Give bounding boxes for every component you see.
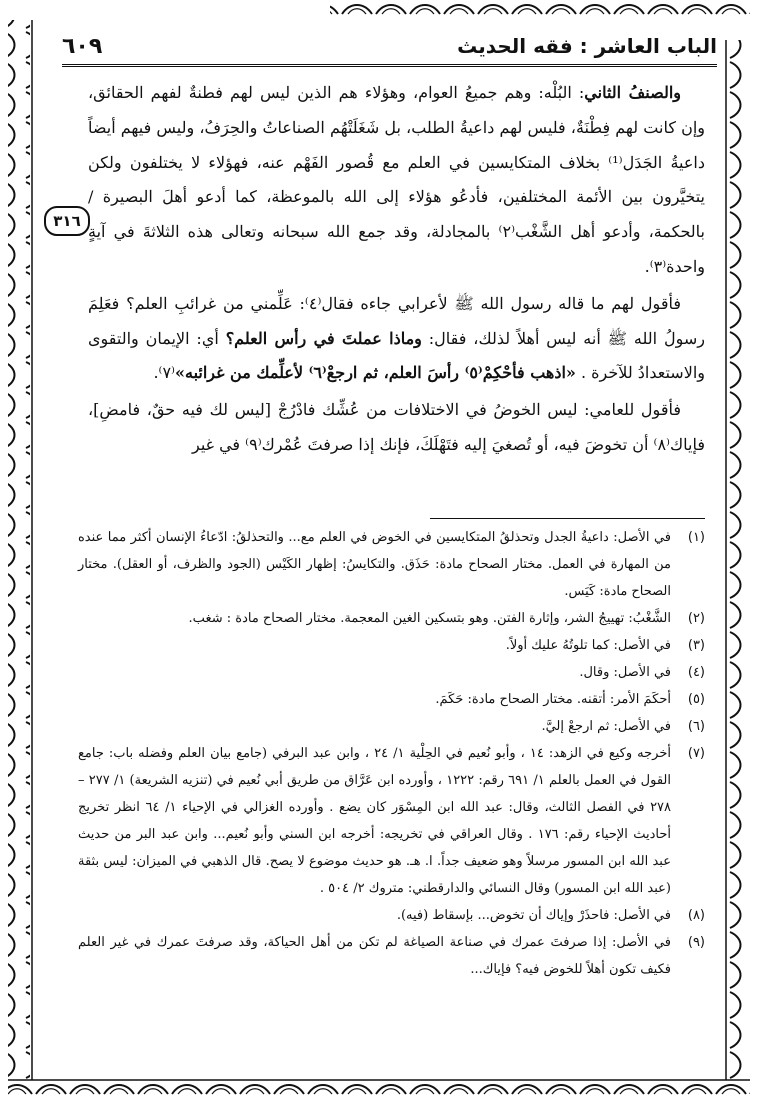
- footnote-text: أحكَمَ الأمر: أتقنه. مختار الصحاح مادة: حَكَمَ.: [435, 692, 671, 707]
- main-text: [88, 76, 705, 465]
- margin-page-number: ٣١٦: [44, 206, 90, 236]
- footnote: [78, 713, 705, 740]
- footnote-number: (٦): [687, 719, 705, 734]
- footnotes: [78, 524, 705, 983]
- page-header: [62, 28, 717, 67]
- hadith-question: وماذا عملتَ في رأس العلم؟: [225, 328, 422, 348]
- footnote-text: الشَّغْبُ: تهييجُ الشر، وإثارة الفتن. وهو بتسكين الغين المعجمة. مختار الصحاح مادة : شغب.: [188, 611, 671, 626]
- footnote-number: (٨): [687, 908, 705, 923]
- footnote-number: (٧): [687, 746, 705, 761]
- footnote-number: (٩): [687, 935, 705, 950]
- paragraph-2: [88, 287, 705, 391]
- footnote-number: (٢): [687, 611, 705, 626]
- hadith-quote: «اذهب فأحْكِمْ⁽٥⁾ رأسَ العلم، ثم ارجعْ⁽٦⁾ لأعلِّمك من غرائبه»: [174, 363, 576, 383]
- footnote: [78, 605, 705, 632]
- footnote-number: (٣): [687, 638, 705, 653]
- footnote: [78, 929, 705, 983]
- footnote-text: في الأصل: إذا صرفتَ عمرك في صناعة الصياغة لم تكن من أهل الحياكة، وقد صرفتَ عمرك في غير العلم فكيف تكون أهلاً للخوض فيه؟ فإياك...: [78, 935, 671, 977]
- section-lead: والصنفُ الثاني: [584, 83, 681, 102]
- footnote-text: في الأصل: ثم ارجعْ إليَّ.: [541, 719, 671, 734]
- footnote-text: في الأصل: وقال.: [579, 665, 671, 680]
- paragraph-2-text-a: فأقول لهم ما قاله رسول الله ﷺ لأعرابي جاءه فقال⁽٤⁾: عَلِّمني من غرائبِ العلم؟ فعَلِمَ رسولُ الله ﷺ أنه ليس أهلاً لذلك، فقال:: [88, 293, 705, 348]
- footnote: [78, 686, 705, 713]
- footnote-number: (٤): [687, 665, 705, 680]
- footnote-number: (١): [687, 530, 705, 545]
- footnote: [78, 740, 705, 902]
- footnote: [78, 632, 705, 659]
- footnote: [78, 902, 705, 929]
- paragraph-1: [88, 76, 705, 285]
- footnote-text: في الأصل: داعيةُ الجدل وتحذلقُ المتكايسين في الخوض في العلم مع... والتحذلقُ: ادّعاءُ الإنسان أكثر مما عنده من المهارة في العمل. مختار الصحاح مادة: حَذَق. والتكايسُ: إظهار الكَيْس (الجود والظرف، أو العقل). مختار الصحاح مادة: كَيَس.: [78, 530, 671, 599]
- footnote-text: في الأصل: كما تلوتُهُ عليك أولاً.: [505, 638, 671, 653]
- paragraph-3: فأقول للعامي: ليس الخوضُ في الاختلافات من عُشِّك فادْرُجْ [ليس لك فيه حقٌ، فامضِ]، فإياك⁽٨⁾ أن تخوضَ فيه، أو تُصغيَ إليه فتَهْلَكَ، فإنك إذا صرفتَ عُمْرك⁽٩⁾ في غير: [88, 400, 705, 454]
- footnote-text: أخرجه وكيع في الزهد: ١٤ ، وأبو نُعيم في الحِلْية ١/ ٢٤ ، وابن عبد البرفي (جامع بيان العلم وفضله باب: جامع القول في العمل بالعلم ١/ ٦٩١ رقم: ١٢٢٢ ، وأورده ابن عَرَّاق من طريق أبي نُعيم في (تنزيه الشريعة) ١/ ٢٧٧ – ٢٧٨ في الفصل الثالث، وقال: عبد الله ابن المِسْوَر كان يضع . وأورده الغزالي في الإحياء ١/ ٦٤ انظر تخريج أحاديث الإحياء رقم: ١٧٦ . وقال العراقي في تخريجه: أخرجه ابن السني وأبو نُعيم... وابن عبد البر من حديث عبد الله ابن المسور مرسلاً وهو ضعيف جداً. ا. هـ. هو حديث موضوع لا يصح. قال الذهبي في الميزان: ليس بثقة (عبد الله ابن المسور) وقال النسائي والدارقطني: متروك ٢/ ٥٠٤ .: [78, 746, 672, 896]
- paragraph-1-text: : البُلْه: وهم جميعُ العوام، وهؤلاء هم الذين ليس لهم فطنةٌ لفهم الحقائق، وإن كانت لهم فِطْنَةٌ، فليس لهم داعيةُ الطلب، بل شَغَلَتْهُم الصناعاتُ والحِرَفُ، وليس فيهم أيضاً داعيةُ الجَدَل⁽¹⁾ بخلاف المتكايسين في العلم مع قُصور الفَهْم عنه، فهؤلاء لا يختلفون ولكن يتخيَّرون بين الأئمة المختلفين، فأدعُو هؤلاء إلى الله بالموعظة، كما أدعو أهلَ البصيرة / بالحكمة، وأدعو أهل الشَّغْب⁽٢⁾ بالمجادلة، وقد جمع الله سبحانه وتعالى هذه الثلاثةَ في آيةٍ واحدة⁽٣⁾.: [88, 83, 705, 276]
- footnote: [78, 524, 705, 605]
- footnote-text: في الأصل: فاحذَرْ وإياك أن تخوض... بإسقاط (فيه).: [396, 908, 671, 923]
- footnote-divider: [430, 518, 705, 519]
- footnote: [78, 659, 705, 686]
- page-number: ٦٠٩: [62, 33, 103, 59]
- footnote-number: (٥): [687, 692, 705, 707]
- paragraph-2-text-c: أي: الإيمان والتقوى والاستعدادُ للآخرة .: [88, 328, 705, 383]
- paragraph-2-ref: ⁽٧⁾.: [153, 363, 175, 383]
- running-title: الباب العاشر : فقه الحديث: [457, 34, 717, 58]
